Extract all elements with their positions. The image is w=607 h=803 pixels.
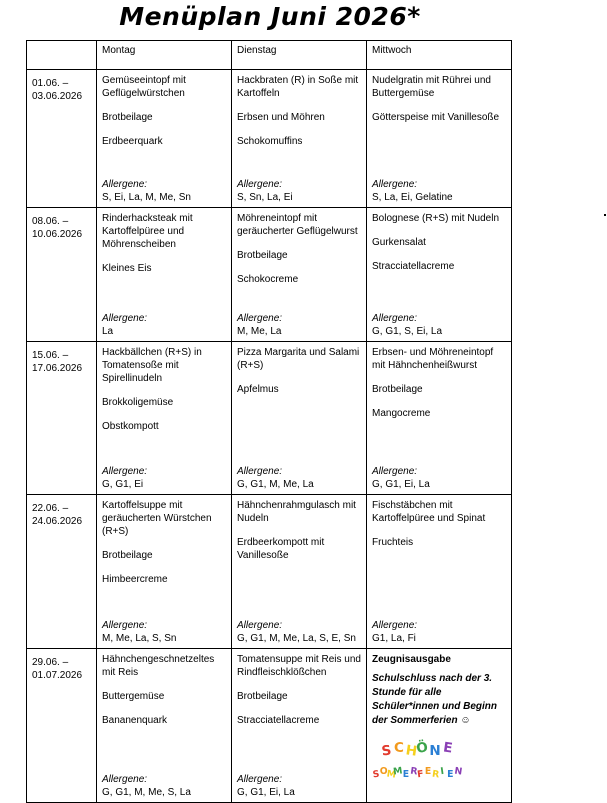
allergen-label: Allergene: — [102, 179, 148, 190]
week-date — [27, 495, 97, 649]
week-date — [27, 70, 97, 208]
allergen-values: G, G1, Ei — [102, 479, 144, 490]
logo-letter: N — [453, 765, 463, 778]
dish-item: Götterspeise mit Vanillesoße — [372, 112, 500, 123]
day-cell — [232, 342, 367, 495]
day-cell — [232, 649, 367, 803]
logo-letter: S — [380, 742, 393, 760]
allergen-info — [102, 178, 191, 204]
allergen-values: S, Ei, La, M, Me, Sn — [102, 192, 191, 203]
allergen-info — [372, 465, 430, 491]
date-range: 01.06. – 03.06.2026 — [32, 78, 83, 102]
dish-item: Fischstäbchen mit Kartoffelpüree und Spinat — [372, 500, 486, 524]
allergen-label: Allergene: — [372, 313, 418, 324]
edge-mark — [604, 214, 606, 216]
week-row — [27, 342, 512, 495]
dish-item: Stracciatellacreme — [372, 261, 455, 272]
dish-item: Gurkensalat — [372, 237, 426, 248]
allergen-label: Allergene: — [237, 620, 283, 631]
note-text: Schulschluss nach der 3. Stunde für alle Schüler*innen und Beginn der Sommerferien ☺ — [372, 673, 498, 726]
dish-item: Schokocreme — [237, 274, 299, 285]
logo-letter: E — [442, 739, 454, 757]
week-row — [27, 649, 512, 803]
logo-letter: C — [394, 740, 404, 756]
logo-letter: H — [404, 742, 419, 760]
dish-item: Nudelgratin mit Rührei und Buttergemüse — [372, 75, 491, 99]
dish-item: Bananenquark — [102, 715, 168, 726]
dish-item: Gemüseeintopf mit Geflügelwürstchen — [102, 75, 186, 99]
allergen-values: G, G1, Ei, La — [237, 787, 295, 798]
dish-item: Brotbeilage — [102, 112, 153, 123]
dish-item: Brotbeilage — [372, 384, 423, 395]
summer-holiday-logo — [372, 738, 462, 782]
allergen-label: Allergene: — [102, 774, 148, 785]
header-row — [27, 41, 512, 70]
allergen-info — [237, 312, 282, 338]
allergen-values: S, Sn, La, Ei — [237, 192, 293, 203]
allergen-values: G, G1, M, Me, S, La — [102, 787, 191, 798]
allergen-values: G, G1, M, Me, La, S, E, Sn — [237, 633, 356, 644]
allergen-info — [102, 773, 191, 799]
dish-item: Hähnchenrahmgulasch mit Nudeln — [237, 500, 356, 524]
day-cell — [97, 495, 232, 649]
day-cell — [97, 208, 232, 342]
week-row — [27, 495, 512, 649]
header-tuesday: Dienstag — [232, 41, 367, 70]
dish-item: Tomatensuppe mit Reis und Rindfleischklößchen — [237, 654, 361, 678]
header-monday: Montag — [97, 41, 232, 70]
allergen-info — [372, 312, 442, 338]
week-row — [27, 208, 512, 342]
dish-item: Erbsen und Möhren — [237, 112, 325, 123]
allergen-info — [237, 178, 293, 204]
note-heading: Zeugnisausgabe — [372, 654, 451, 665]
dish-item: Obstkompott — [102, 421, 159, 432]
logo-letter: E — [424, 766, 432, 777]
dish-item: Kleines Eis — [102, 263, 152, 274]
date-range: 29.06. – 01.07.2026 — [32, 657, 83, 681]
allergen-label: Allergene: — [372, 620, 418, 631]
allergen-info — [102, 619, 176, 645]
dish-item: Kartoffelsuppe mit geräucherten Würstchen (R+S) — [102, 500, 212, 537]
date-range: 15.06. – 17.06.2026 — [32, 350, 83, 374]
allergen-info — [372, 619, 417, 645]
date-range: 08.06. – 10.06.2026 — [32, 216, 83, 240]
dish-item: Brotbeilage — [237, 250, 288, 261]
dish-item: Hähnchengeschnetzeltes mit Reis — [102, 654, 215, 678]
allergen-values: G, G1, S, Ei, La — [372, 326, 443, 337]
logo-letter: F — [416, 768, 425, 781]
week-row — [27, 70, 512, 208]
dish-item: Möhreneintopf mit geräucherter Geflügelwurst — [237, 213, 358, 237]
week-date — [27, 342, 97, 495]
allergen-info — [102, 465, 147, 491]
header-wednesday: Mittwoch — [367, 41, 512, 70]
day-cell — [367, 70, 512, 208]
logo-letter: M — [385, 768, 397, 781]
allergen-label: Allergene: — [237, 179, 283, 190]
logo-letter: R — [409, 765, 419, 778]
allergen-label: Allergene: — [102, 313, 148, 324]
allergen-label: Allergene: — [102, 466, 148, 477]
day-cell — [367, 342, 512, 495]
logo-letter: S — [372, 768, 381, 781]
logo-letter: M — [392, 765, 404, 778]
day-cell — [367, 495, 512, 649]
day-cell — [97, 649, 232, 803]
allergen-info — [237, 619, 356, 645]
day-cell — [232, 495, 367, 649]
logo-letter: Ö — [415, 739, 429, 757]
dish-item: Erdbeerkompott mit Vanillesoße — [237, 537, 325, 561]
menu-table — [26, 40, 512, 803]
dish-item: Brokkoligemüse — [102, 397, 174, 408]
allergen-label: Allergene: — [237, 774, 283, 785]
allergen-info — [102, 312, 147, 338]
allergen-info — [237, 773, 295, 799]
dish-item: Mangocreme — [372, 408, 431, 419]
logo-letter: N — [429, 743, 441, 759]
allergen-values: G1, La, Fi — [372, 633, 416, 644]
dish-item: Buttergemüse — [102, 691, 165, 702]
date-range: 22.06. – 24.06.2026 — [32, 503, 83, 527]
header-date — [27, 41, 97, 70]
dish-item: Rinderhacksteak mit Kartoffelpüree und Möhrenscheiben — [102, 213, 193, 250]
dish-item: Erbsen- und Möhreneintopf mit Hähnchenheißwurst — [372, 347, 494, 371]
dish-item: Bolognese (R+S) mit Nudeln — [372, 213, 500, 224]
dish-item: Pizza Margarita und Salami (R+S) — [237, 347, 360, 371]
week-date — [27, 208, 97, 342]
page-title: Menüplan Juni 2026* — [119, 2, 421, 31]
logo-letter: O — [379, 766, 388, 777]
allergen-label: Allergene: — [237, 313, 283, 324]
allergen-label: Allergene: — [237, 466, 283, 477]
allergen-label: Allergene: — [372, 179, 418, 190]
allergen-info — [372, 178, 453, 204]
logo-letter: E — [447, 769, 454, 780]
allergen-values: M, Me, La — [237, 326, 282, 337]
dish-item: Hackbraten (R) in Soße mit Kartoffeln — [237, 75, 359, 99]
day-cell — [97, 70, 232, 208]
dish-item: Brotbeilage — [237, 691, 288, 702]
allergen-values: M, Me, La, S, Sn — [102, 633, 177, 644]
allergen-info — [237, 465, 314, 491]
allergen-label: Allergene: — [102, 620, 148, 631]
dish-item: Erdbeerquark — [102, 136, 163, 147]
allergen-values: G, G1, Ei, La — [372, 479, 430, 490]
dish-item: Brotbeilage — [102, 550, 153, 561]
dish-item: Himbeercreme — [102, 574, 168, 585]
logo-letter: I — [439, 765, 445, 778]
dish-item: Apfelmus — [237, 384, 279, 395]
week-date — [27, 649, 97, 803]
allergen-values: La — [102, 326, 114, 337]
day-cell — [232, 208, 367, 342]
logo-letter: R — [431, 768, 441, 781]
logo-letter: E — [402, 769, 410, 780]
day-cell — [367, 208, 512, 342]
holiday-note-cell — [367, 649, 512, 803]
dish-item: Stracciatellacreme — [237, 715, 320, 726]
allergen-values: G, G1, M, Me, La — [237, 479, 314, 490]
allergen-values: S, La, Ei, Gelatine — [372, 192, 453, 203]
day-cell — [232, 70, 367, 208]
day-cell — [97, 342, 232, 495]
dish-item: Schokomuffins — [237, 136, 303, 147]
allergen-label: Allergene: — [372, 466, 418, 477]
dish-item: Hackbällchen (R+S) in Tomatensoße mit Spirellinudeln — [102, 347, 202, 384]
dish-item: Fruchteis — [372, 537, 414, 548]
